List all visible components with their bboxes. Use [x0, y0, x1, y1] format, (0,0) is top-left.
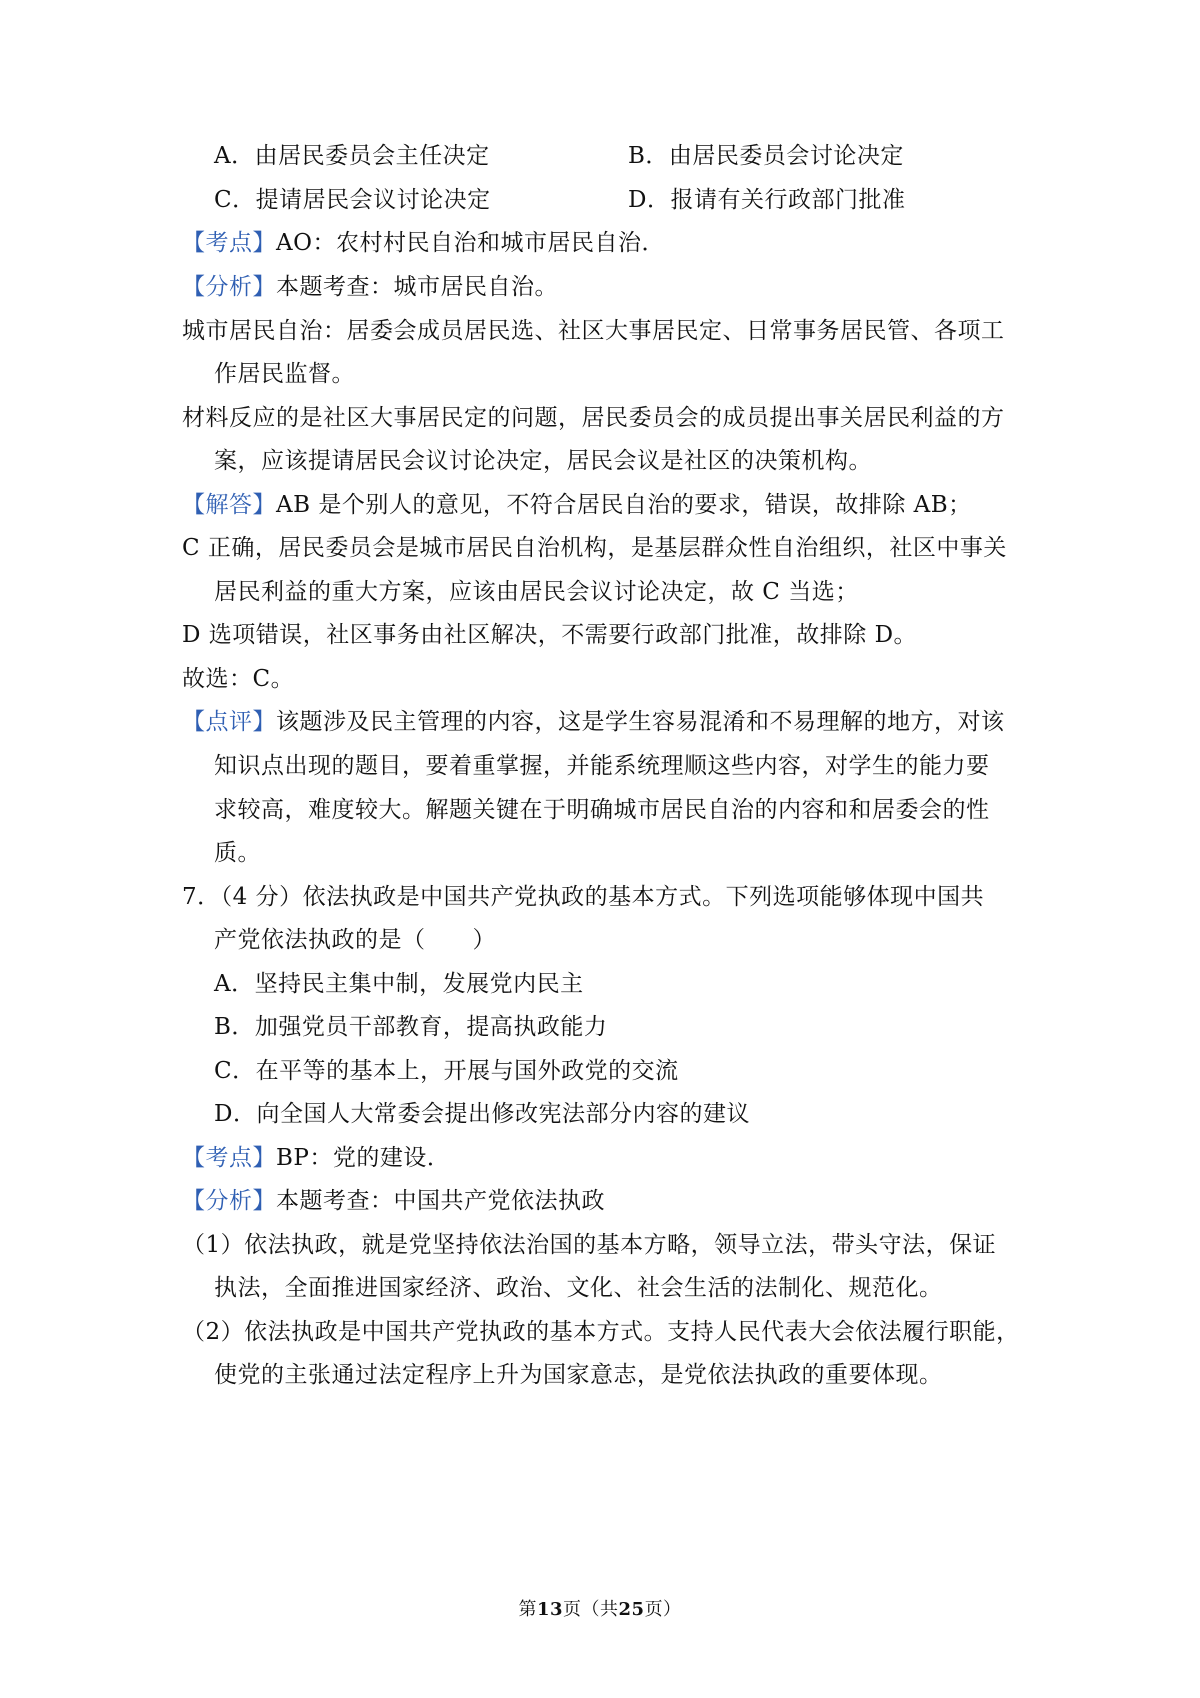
q6-dianping-line4: 质。 — [214, 840, 261, 866]
q7-option-d: D．向全国人大常委会提出修改宪法部分内容的建议 — [214, 1101, 750, 1127]
footer-prefix: 第 — [518, 1599, 537, 1620]
q6-fenxi-p1-line2: 作居民监督。 — [214, 361, 355, 387]
q7-stem-line1: 7．（4 分）依法执政是中国共产党执政的基本方式。下列选项能够体现中国共 — [182, 884, 985, 910]
kaodian-tag: 【考点】 — [182, 1145, 276, 1171]
jieda-text: AB 是个别人的意见，不符合居民自治的要求，错误，故排除 AB； — [276, 492, 972, 518]
footer-middle: 页（共 — [563, 1599, 619, 1620]
footer-page-number: 13 — [536, 1599, 563, 1620]
q7-kaodian — [182, 1143, 450, 1173]
q6-jieda — [182, 490, 972, 520]
q6-kaodian — [182, 228, 665, 258]
kaodian-text: BP：党的建设． — [276, 1145, 451, 1171]
footer-total-pages: 25 — [618, 1599, 645, 1620]
q6-jieda-p3: D 选项错误，社区事务由社区解决，不需要行政部门批准，故排除 D。 — [182, 622, 918, 648]
q7-option-c: C．在平等的基本上，开展与国外政党的交流 — [214, 1058, 679, 1084]
q6-answer: 故选：C。 — [182, 666, 295, 692]
q6-jieda-p2-line2: 居民利益的重大方案，应该由居民会议讨论决定，故 C 当选； — [214, 579, 859, 605]
kaodian-tag: 【考点】 — [182, 230, 276, 256]
q7-option-b: B．加强党员干部教育，提高执政能力 — [214, 1014, 608, 1040]
q7-fenxi — [182, 1186, 605, 1216]
q7-stem-line2: 产党依法执政的是（ ） — [214, 927, 496, 953]
q6-dianping — [182, 707, 1005, 737]
q6-option-d: D．报请有关行政部门批准 — [628, 187, 906, 213]
page-footer — [0, 1598, 1200, 1622]
fenxi-tag: 【分析】 — [182, 1188, 276, 1214]
q7-point1-line2: 执法，全面推进国家经济、政治、文化、社会生活的法制化、规范化。 — [214, 1275, 943, 1301]
dianping-line1: 该题涉及民主管理的内容，这是学生容易混淆和不易理解的地方，对该 — [276, 709, 1005, 735]
q6-dianping-line2: 知识点出现的题目，要着重掌握，并能系统理顺这些内容，对学生的能力要 — [214, 753, 990, 779]
q6-jieda-p2-line1: C 正确，居民委员会是城市居民自治机构，是基层群众性自治组织，社区中事关 — [182, 535, 1007, 561]
fenxi-text: 本题考查：城市居民自治。 — [276, 274, 558, 300]
q6-option-c: C．提请居民会议讨论决定 — [214, 187, 491, 213]
dianping-tag: 【点评】 — [182, 709, 276, 735]
q6-fenxi-p2-line2: 案，应该提请居民会议讨论决定，居民会议是社区的决策机构。 — [214, 448, 872, 474]
jieda-tag: 【解答】 — [182, 492, 276, 518]
q6-dianping-line3: 求较高，难度较大。解题关键在于明确城市居民自治的内容和和居委会的性 — [214, 797, 990, 823]
q6-fenxi — [182, 272, 558, 302]
fenxi-text: 本题考查：中国共产党依法执政 — [276, 1188, 605, 1214]
fenxi-tag: 【分析】 — [182, 274, 276, 300]
footer-suffix: 页） — [644, 1599, 682, 1620]
kaodian-text: AO：农村村民自治和城市居民自治． — [276, 230, 665, 256]
q7-point2-line1: （2）依法执政是中国共产党执政的基本方式。支持人民代表大会依法履行职能， — [182, 1319, 1020, 1345]
q6-fenxi-p2-line1: 材料反应的是社区大事居民定的问题，居民委员会的成员提出事关居民利益的方 — [182, 405, 1005, 431]
q6-fenxi-p1-line1: 城市居民自治：居委会成员居民选、社区大事居民定、日常事务居民管、各项工 — [182, 318, 1005, 344]
q7-option-a: A．坚持民主集中制，发展党内民主 — [214, 971, 584, 997]
q7-point1-line1: （1）依法执政，就是党坚持依法治国的基本方略，领导立法，带头守法，保证 — [182, 1232, 997, 1258]
q7-point2-line2: 使党的主张通过法定程序上升为国家意志，是党依法执政的重要体现。 — [214, 1362, 943, 1388]
q6-option-a: A．由居民委员会主任决定 — [214, 143, 490, 169]
q6-option-b: B．由居民委员会讨论决定 — [628, 143, 904, 169]
